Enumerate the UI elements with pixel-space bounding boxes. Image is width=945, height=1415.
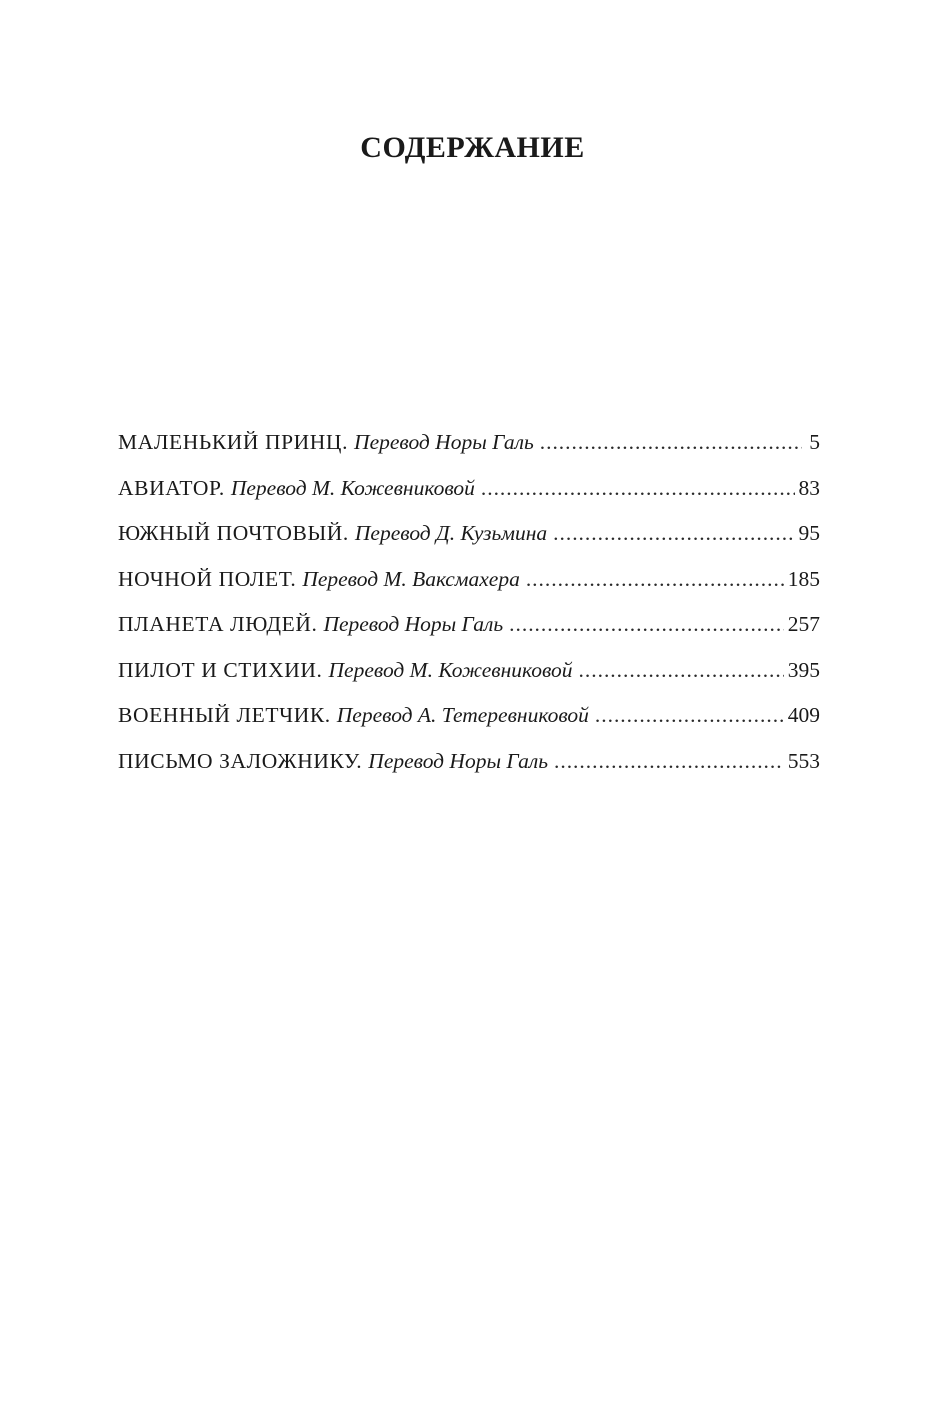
entry-title: МАЛЕНЬКИЙ ПРИНЦ. (118, 430, 349, 454)
dot-leader (526, 557, 784, 603)
dot-leader (540, 420, 802, 466)
entry-translator: Перевод Норы Галь (354, 430, 534, 454)
entry-title: ПИЛОТ И СТИХИИ. (118, 657, 323, 682)
dot-leader (481, 466, 795, 512)
entry-title: НОЧНОЙ ПОЛЕТ. (118, 566, 297, 591)
entry-translator: Перевод А. Тетеревниковой (336, 703, 589, 727)
toc-entry (118, 420, 820, 466)
toc-entry (118, 739, 820, 785)
toc-entry (118, 648, 820, 694)
entry-title: ВОЕННЫЙ ЛЕТЧИК. (118, 703, 331, 727)
dot-leader (554, 739, 784, 785)
entry-page-number: 395 (787, 657, 820, 682)
entry-title: ПЛАНЕТА ЛЮДЕЙ. (118, 612, 318, 636)
entry-translator: Перевод М. Кожевниковой (328, 657, 573, 682)
dot-leader (579, 648, 784, 694)
entry-translator: Перевод Д. Кузьмина (354, 521, 548, 545)
dot-leader (509, 602, 784, 648)
table-of-contents (118, 420, 820, 784)
page-title: СОДЕРЖАНИЕ (360, 131, 585, 164)
entry-page-number: 553 (787, 748, 820, 773)
dot-leader (553, 511, 794, 557)
entry-title: ЮЖНЫЙ ПОЧТОВЫЙ. (118, 521, 349, 545)
entry-page-number: 95 (798, 521, 820, 545)
toc-entry (118, 466, 820, 512)
toc-entry (118, 511, 820, 557)
toc-entry (118, 602, 820, 648)
entry-title: ПИСЬМО ЗАЛОЖНИКУ. (118, 748, 363, 773)
entry-page-number: 83 (798, 475, 820, 500)
entry-translator: Перевод Норы Галь (368, 748, 548, 773)
entry-page-number: 185 (787, 566, 820, 591)
entry-translator: Перевод М. Кожевниковой (230, 475, 475, 500)
toc-entry (118, 693, 820, 739)
entry-title: АВИАТОР. (118, 475, 225, 500)
entry-page-number: 5 (809, 430, 820, 454)
dot-leader (595, 693, 784, 739)
entry-page-number: 257 (787, 612, 820, 636)
entry-page-number: 409 (787, 703, 820, 727)
toc-entry (118, 557, 820, 603)
entry-translator: Перевод Норы Галь (323, 612, 504, 636)
entry-translator: Перевод М. Ваксмахера (302, 566, 520, 591)
